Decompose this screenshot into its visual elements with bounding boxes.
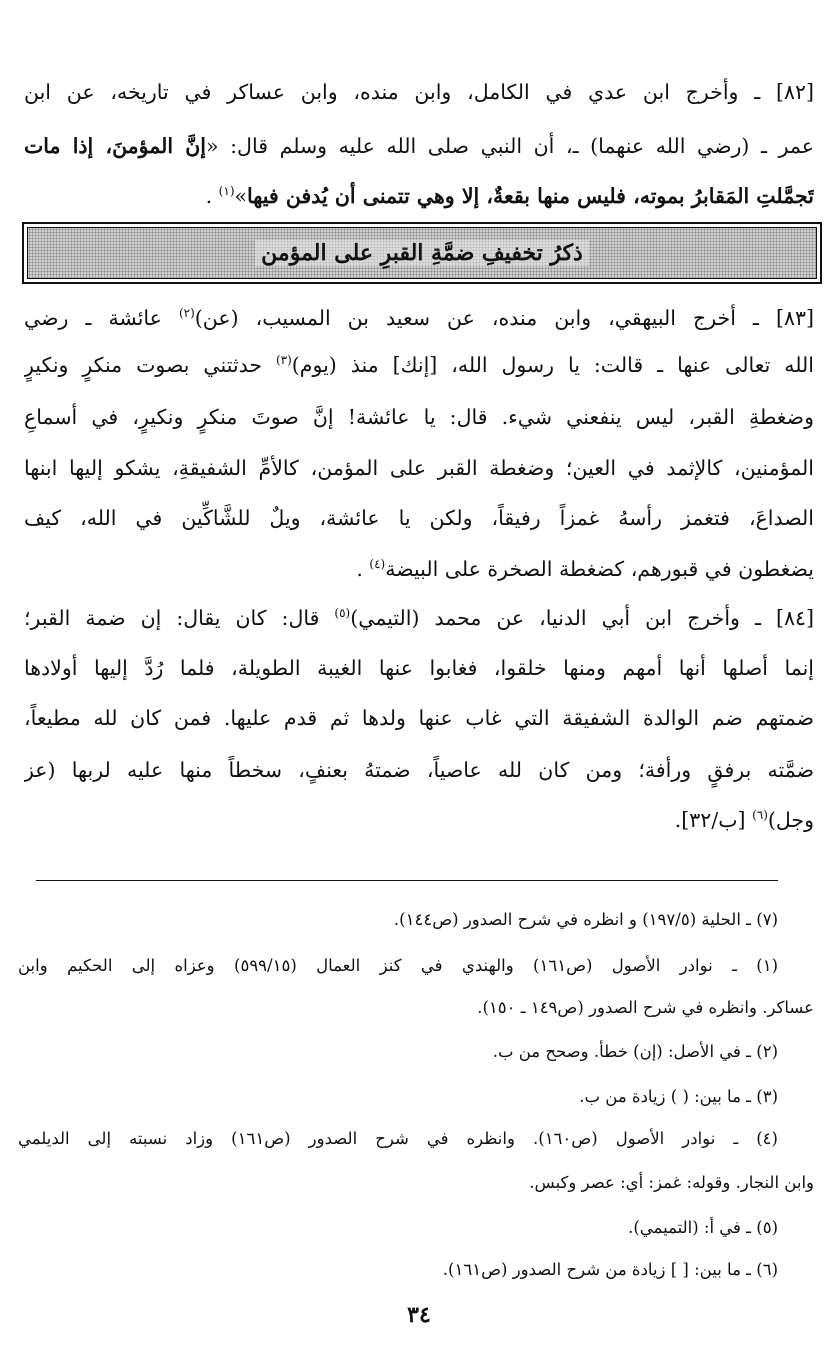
para84-line2-text: إنما أصلها أنها أمهم ومنها خلقوا، فغابوا عنها الغيبة الطويلة، فلما رُدَّ إليها أولادها [24,656,814,680]
footnote-divider [36,880,778,881]
para84-line5-text: وجل) [767,808,814,832]
footnote-ref: (٤) [369,557,386,572]
footnote-3 [18,1080,778,1114]
footnote-6 [18,1253,778,1287]
footnote-4-text-cont: وابن النجار. وقوله: غمز: أي: عصر وكبس. [529,1173,814,1192]
para84-line3-text: ضمتهم ضم الوالدة الشفيقة التي غاب عنها ولدها ثم قدم عليها. فمن كان لله مطيعاً، [24,706,814,730]
para83-line2-text: الله تعالى عنها ـ قالت: يا رسول الله، [إنك] منذ (يوم) [291,353,814,377]
para84-line1 [24,598,814,638]
para83-line1-end: عائشة ـ رضي [24,306,179,330]
footnote-1-text: (١) ـ نوادر الأصول (ص١٦١) والهندي في كنز العمال (٥٩٩/١٥) وعزاه إلى الحكيم وابن [18,956,778,975]
para83-line2-end: حدثتني بصوت منكرٍ ونكيرٍ [24,353,276,377]
footnote-1-text-cont: عساكر. وانظره في شرح الصدور (ص١٤٩ ـ ١٥٠). [477,998,814,1017]
para83-line2 [24,345,814,385]
para84-line1-end: قال: كان يقال: إن ضمة القبر؛ [24,606,335,630]
para83-line3 [24,397,814,437]
para82-line2-text: عمر ـ (رضي الله عنهما) ـ، أن النبي صلى الله عليه وسلم قال: « [206,134,814,158]
para83-line4 [24,448,814,488]
footnote-ref: (٢) [178,306,195,321]
para82-line1 [24,72,814,112]
para83-line5-text: الصداعَ، فتغمز رأسهُ غمزاً رفيقاً، ولكن يا عائشة، ويلٌ للشَّاكِّين في الله، كيف [24,506,814,530]
para83-line1 [24,298,814,338]
footnote-ref: (٦) [752,808,768,823]
footnote-ref: (٥) [334,606,351,621]
footnote-6-text: (٦) ـ ما بين: [ ] زيادة من شرح الصدور (ص١٦١). [442,1260,778,1279]
para84-end: [ب/٣٢]. [674,808,753,832]
para84-line1-text: [٨٤] ـ وأخرج ابن أبي الدنيا، عن محمد (التيمي) [350,606,814,630]
footnote-4 [18,1122,778,1156]
footnote-4-text: (٤) ـ نوادر الأصول (ص١٦٠). وانظره في شرح الصدور (ص١٦١) وزاد نسبته إلى الديلمي [18,1129,778,1148]
footnote-2-text: (٢) ـ في الأصل: (إن) خطأ. وصحح من ب. [492,1042,778,1061]
para84-line2 [24,648,814,688]
footnote-ref: (١) [218,184,235,199]
para83-line1-text: [٨٣] ـ أخرج البيهقي، وابن منده، عن سعيد بن المسيب، (عن) [194,306,814,330]
para82-line1-text: [٨٢] ـ وأخرج ابن عدي في الكامل، وابن منده، وابن عساكر في تاريخه، عن ابن [24,80,814,104]
para82-line3 [24,176,814,216]
para84-line5 [24,800,814,840]
para82-hadith-bold-cont: تَجمَّلتِ المَقابرُ بموته، فليس منها بقعةٌ، إلا وهي تتمنى أن يُدفن فيها [247,184,814,208]
footnote-7 [18,903,778,937]
para83-line4-text: المؤمنين، كالإثمد في العين؛ وضغطة القبر على المؤمن، كالأمِّ الشفيقةِ، يشكو إليها ابنها [24,456,814,480]
para84-line4 [24,750,814,790]
footnote-4-cont [18,1166,814,1200]
footnote-5 [18,1211,778,1245]
section-heading-box [22,222,822,284]
para83-line3-text: وضغطةِ القبر، ليس ينفعني شيء. قال: يا عائشة! إنَّ صوتَ منكرٍ ونكيرٍ، في أسماعِ [24,405,814,429]
para84-line4-text: ضمَّته برفقٍ ورأفة؛ ومن كان لله عاصياً، ضمتهُ بعنفٍ، سخطاً منها عليه لربها (عز [24,758,814,782]
para82-hadith-bold: إنَّ المؤمنَ، إذا مات [24,134,207,158]
para83-line5 [24,498,814,538]
footnote-2 [18,1035,778,1069]
para83-end: . [356,557,370,581]
footnote-ref: (٣) [275,353,292,368]
para82-end: . [205,184,219,208]
footnote-5-text: (٥) ـ في أ: (التميمي). [628,1218,778,1237]
section-heading: ذكرُ تخفيفِ ضمَّةِ القبرِ على المؤمن [255,240,589,266]
para83-line6 [24,549,814,589]
para84-line3 [24,698,814,738]
footnote-1 [18,949,778,983]
footnote-3-text: (٣) ـ ما بين: ( ) زيادة من ب. [579,1087,778,1106]
footnote-7-text: (٧) ـ الحلية (١٩٧/٥) و انظره في شرح الصدور (ص١٤٤). [393,910,778,929]
para83-line6-text: يضغطون في قبورهم، كضغطة الصخرة على البيضة [385,557,814,581]
page-number: ٣٤ [407,1302,431,1328]
para82-line2 [24,126,814,166]
para82-quote-close: » [234,184,248,208]
footnote-1-cont [18,991,814,1025]
section-heading-shaded [27,227,817,279]
